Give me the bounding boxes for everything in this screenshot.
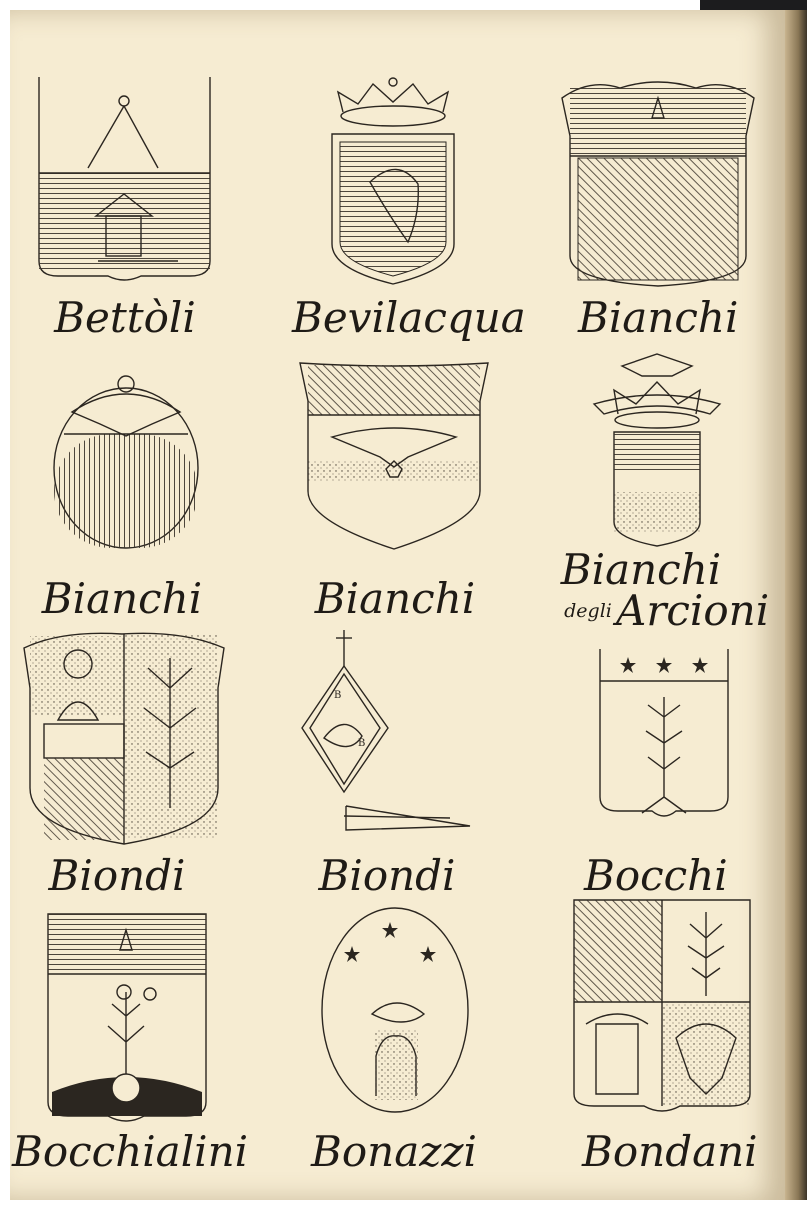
page-gutter: [785, 10, 807, 1200]
crest-bonazzi: [320, 906, 470, 1114]
coat-of-arms-biondi-1-icon: [22, 628, 226, 846]
crest-name-bonazzi: Bonazzi: [311, 1127, 477, 1176]
crest-bianchi-2: [52, 372, 200, 550]
coat-of-arms-bevilacqua-icon: [318, 74, 468, 286]
crest-name-biondi-1: Biondi: [48, 851, 186, 900]
crest-name-bianchi-2: Bianchi: [41, 574, 203, 623]
coat-of-arms-bianchi-3-icon: [298, 361, 490, 551]
crest-bianchi-arcioni: [592, 352, 722, 548]
crest-name-bianchi-arcioni: Bianchi: [560, 545, 722, 594]
crest-name-bianchi-arcioni-arcioni: Arcioni: [616, 586, 770, 635]
coat-of-arms-bondani-icon: [572, 898, 752, 1116]
coat-of-arms-bettoli-icon: [38, 76, 211, 286]
svg-text:B: B: [334, 690, 342, 701]
crest-name-bevilacqua: Bevilacqua: [292, 293, 526, 342]
coat-of-arms-bonazzi-icon: [320, 906, 470, 1114]
coat-of-arms-bocchialini-icon: [46, 912, 208, 1126]
crest-bettoli: [38, 76, 211, 286]
crest-name-bianchi-arcioni-degli: degli: [564, 600, 612, 622]
crest-name-biondi-2: Biondi: [318, 851, 456, 900]
crest-bocchi: [598, 647, 730, 823]
crest-bondani: [572, 898, 752, 1116]
crest-name-bocchi: Bocchi: [584, 851, 728, 900]
crest-name-bondani: Bondani: [582, 1127, 758, 1176]
crest-name-bocchialini: Bocchialini: [12, 1127, 249, 1176]
coat-of-arms-bianchi-2-icon: [52, 372, 200, 550]
coat-of-arms-bocchi-icon: [598, 647, 730, 823]
coat-of-arms-biondi-2-icon: [300, 628, 470, 836]
coat-of-arms-bianchi-arcioni-icon: [592, 352, 722, 548]
crest-name-bianchi-3: Bianchi: [314, 574, 476, 623]
crest-bianchi-3: [298, 361, 490, 551]
crest-bevilacqua: [318, 74, 468, 286]
svg-text:B: B: [358, 738, 366, 749]
crest-name-bettoli: Bettòli: [54, 293, 196, 342]
crest-bocchialini: [46, 912, 208, 1126]
crest-name-bianchi-1: Bianchi: [578, 293, 739, 342]
coat-of-arms-bianchi-1-icon: [560, 76, 756, 288]
crest-biondi-2: [300, 628, 470, 836]
crest-biondi-1: [22, 628, 226, 846]
crest-bianchi-1: [560, 76, 756, 288]
